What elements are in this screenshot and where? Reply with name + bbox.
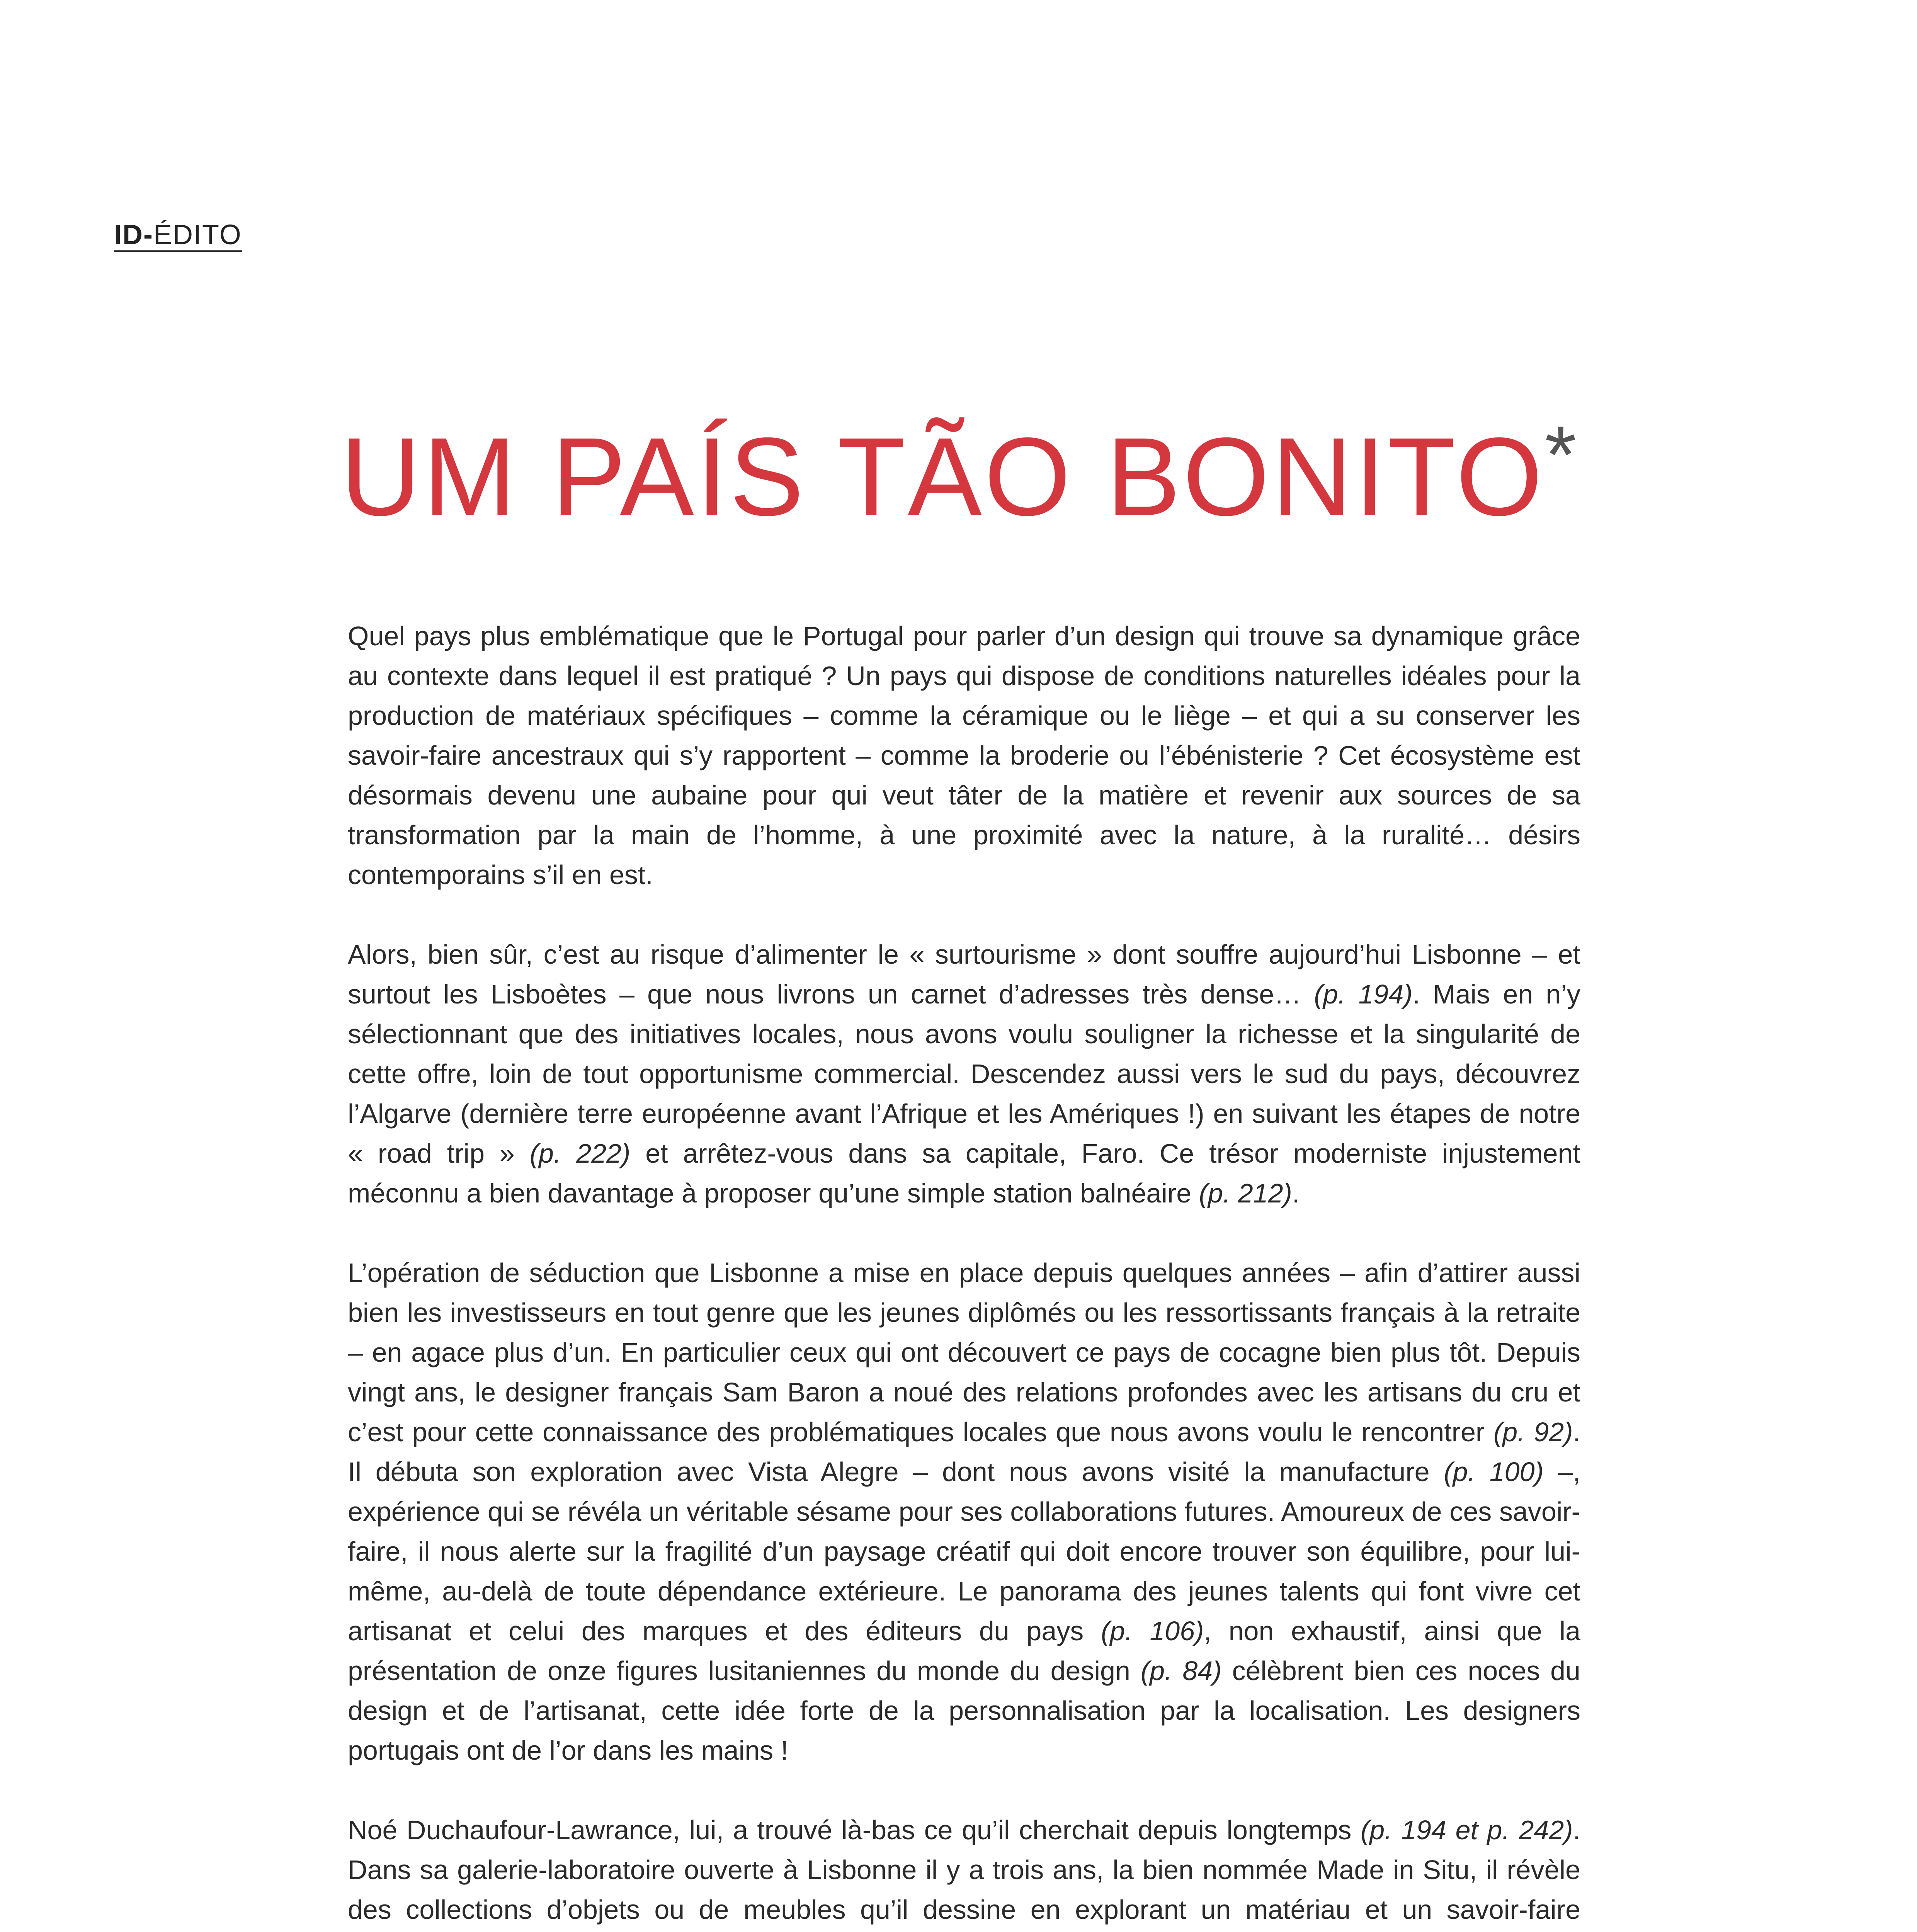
body-paragraph (348, 935, 1580, 1213)
page-reference: (p. 222) (529, 1138, 631, 1168)
page-reference: (p. 194 et p. 242) (1360, 1815, 1573, 1845)
page-reference: (p. 100) (1444, 1457, 1544, 1487)
paragraph-text: Quel pays plus emblématique que le Portugal pour parler d’un design qui trouve sa dynamique grâce au contexte dans lequel il est pratiqué ? Un pays qui dispose de conditions naturelles idéales pour la production de matériaux spécifiques – comme la céramique ou le liège – et qui a su conserver les savoir-faire ancestraux qui s’y rapportent – comme la broderie ou l’ébénisterie ? Cet écosystème est désormais devenu une aubaine pour qui veut tâter de la matière et revenir aux sources de sa transformation par la main de l’homme, à une proximité avec la nature, à la ruralité… désirs contemporains s’il en est. (348, 621, 1580, 890)
page-reference: (p. 194) (1314, 979, 1413, 1009)
paragraph-text: Alors, bien sûr, c’est au risque d’alimenter le « surtourisme » dont souffre aujourd’hui Lisbonne – et surtout les Lisboètes – que nous livrons un carnet d’adresses très dense… (348, 939, 1580, 1009)
section-prefix: ID- (114, 219, 153, 250)
section-name: ÉDITO (153, 219, 242, 250)
body-paragraph (348, 616, 1580, 895)
page-title (0, 409, 1917, 539)
body-paragraph (348, 1253, 1580, 1770)
paragraph-text: . Mais en n’y sélectionnant que des initiatives locales, nous avons voulu souligner la richesse et la singularité de cette offre, loin de tout opportunisme commercial. Descendez aussi vers le sud du pays, découvrez l’Algarve (dernière terre européenne avant l’Afrique et les Amériques !) en suivant les étapes de notre « road trip » (348, 979, 1580, 1168)
paragraph-text: L’opération de séduction que Lisbonne a mise en place depuis quelques années – afin d’attirer aussi bien les investisseurs en tout genre que les jeunes diplômés ou les ressortissants français à la retraite – en agace plus d’un. En particulier ceux qui ont découvert ce pays de cocagne bien plus tôt. Depuis vingt ans, le designer français Sam Baron a noué des relations profondes avec les artisans du cru et c’est pour cette connaissance des problématiques locales que nous avons voulu le rencontrer (348, 1258, 1580, 1447)
paragraph-text: célèbrent bien ces noces du design et de l’artisanat, cette idée forte de la personnalisation par la localisation. Les designers portugais ont de l’or dans les mains ! (348, 1656, 1580, 1765)
page-reference: (p. 84) (1140, 1656, 1222, 1686)
page-reference: (p. 92) (1493, 1417, 1573, 1447)
page-reference: (p. 106) (1101, 1616, 1204, 1646)
title-text: UM PAÍS TÃO BONITO (340, 415, 1545, 539)
editorial-body (348, 616, 1580, 1932)
paragraph-text: . (1292, 1178, 1300, 1208)
paragraph-text: , non exhaustif, ainsi que la présentation de onze figures lusitaniennes du monde du design (348, 1616, 1580, 1686)
section-tag (114, 221, 242, 252)
paragraph-text: –, expérience qui se révéla un véritable sésame pour ses collaborations futures. Amoureux de ces savoir-faire, il nous alerte sur la fragilité d’un paysage créatif qui doit encore trouver son équilibre, pour lui-même, au-delà de toute dépendance extérieure. Le panorama des jeunes talents qui font vivre cet artisanat et celui des marques et des éditeurs du pays (348, 1457, 1580, 1646)
page-reference: (p. 212) (1199, 1178, 1292, 1208)
body-paragraph (348, 1810, 1580, 1932)
title-asterisk: * (1544, 409, 1577, 500)
paragraph-text: . Il débuta son exploration avec Vista Alegre – dont nous avons visité la manufacture (348, 1417, 1580, 1487)
paragraph-text: Noé Duchaufour-Lawrance, lui, a trouvé là-bas ce qu’il cherchait depuis longtemps (348, 1815, 1361, 1845)
paragraph-text: . Dans sa galerie-laboratoire ouverte à Lisbonne il y a trois ans, la bien nommée Made in Situ, il révèle des collections d’objets ou de meubles qu’il dessine en explorant un matériau et un savoir-faire (348, 1815, 1580, 1925)
paragraph-text: et arrêtez-vous dans sa capitale, Faro. Ce trésor moderniste injustement méconnu a bien davantage à proposer qu’une simple station balnéaire (348, 1138, 1580, 1208)
